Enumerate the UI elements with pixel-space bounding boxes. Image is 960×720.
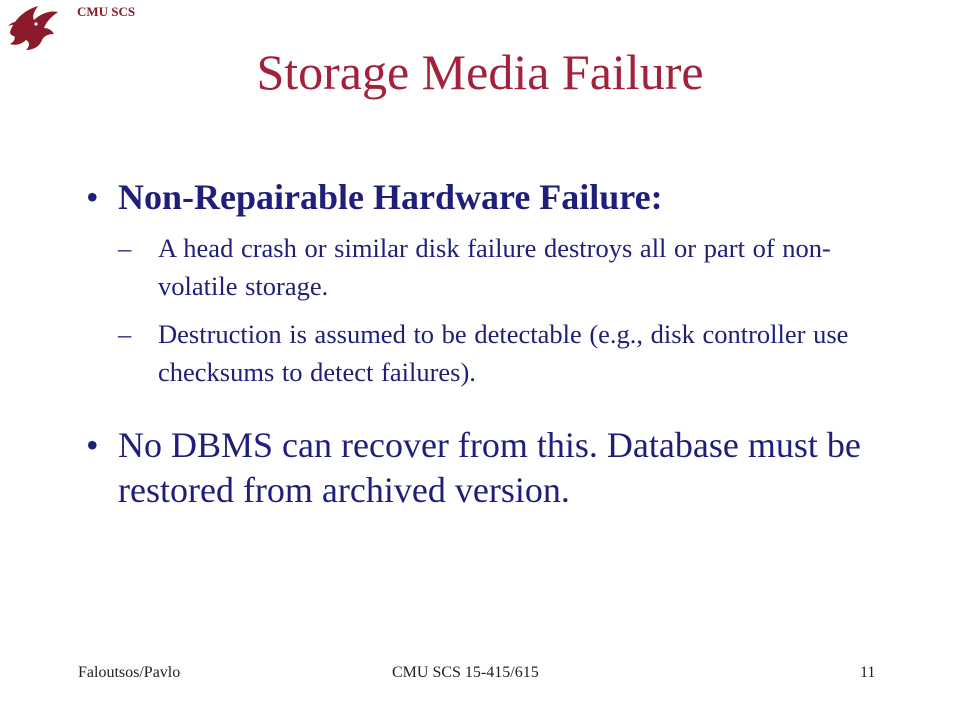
footer-course: CMU SCS 15-415/615 [392,664,539,681]
footer-authors: Faloutsos/Pavlo [78,664,181,681]
sub-bullet-text: Destruction is assumed to be detectable (e.g., disk controller use checksums to detect failures). [158,319,849,388]
bullet-text: No DBMS can recover from this. Database must be restored from archived version. [118,425,861,511]
page-number: 11 [860,664,876,681]
bullet-marker: • [86,425,99,466]
sub-bullet-list [118,229,900,391]
sub-bullet-item [118,229,900,305]
bullet-text: Non-Repairable Hardware Failure: [118,177,663,217]
bullet-item [80,176,900,391]
header-label: CMU SCS [77,4,136,19]
sub-bullet-marker: – [118,233,132,264]
sub-bullet-text: A head crash or similar disk failure destroys all or part of non-volatile storage. [158,233,831,302]
bullet-list [80,176,900,513]
sub-bullet-marker: – [118,319,132,350]
slide-title: Storage Media Failure [256,44,704,100]
bullet-item [80,423,900,513]
bullet-marker: • [86,177,99,217]
sub-bullet-item [118,315,900,391]
